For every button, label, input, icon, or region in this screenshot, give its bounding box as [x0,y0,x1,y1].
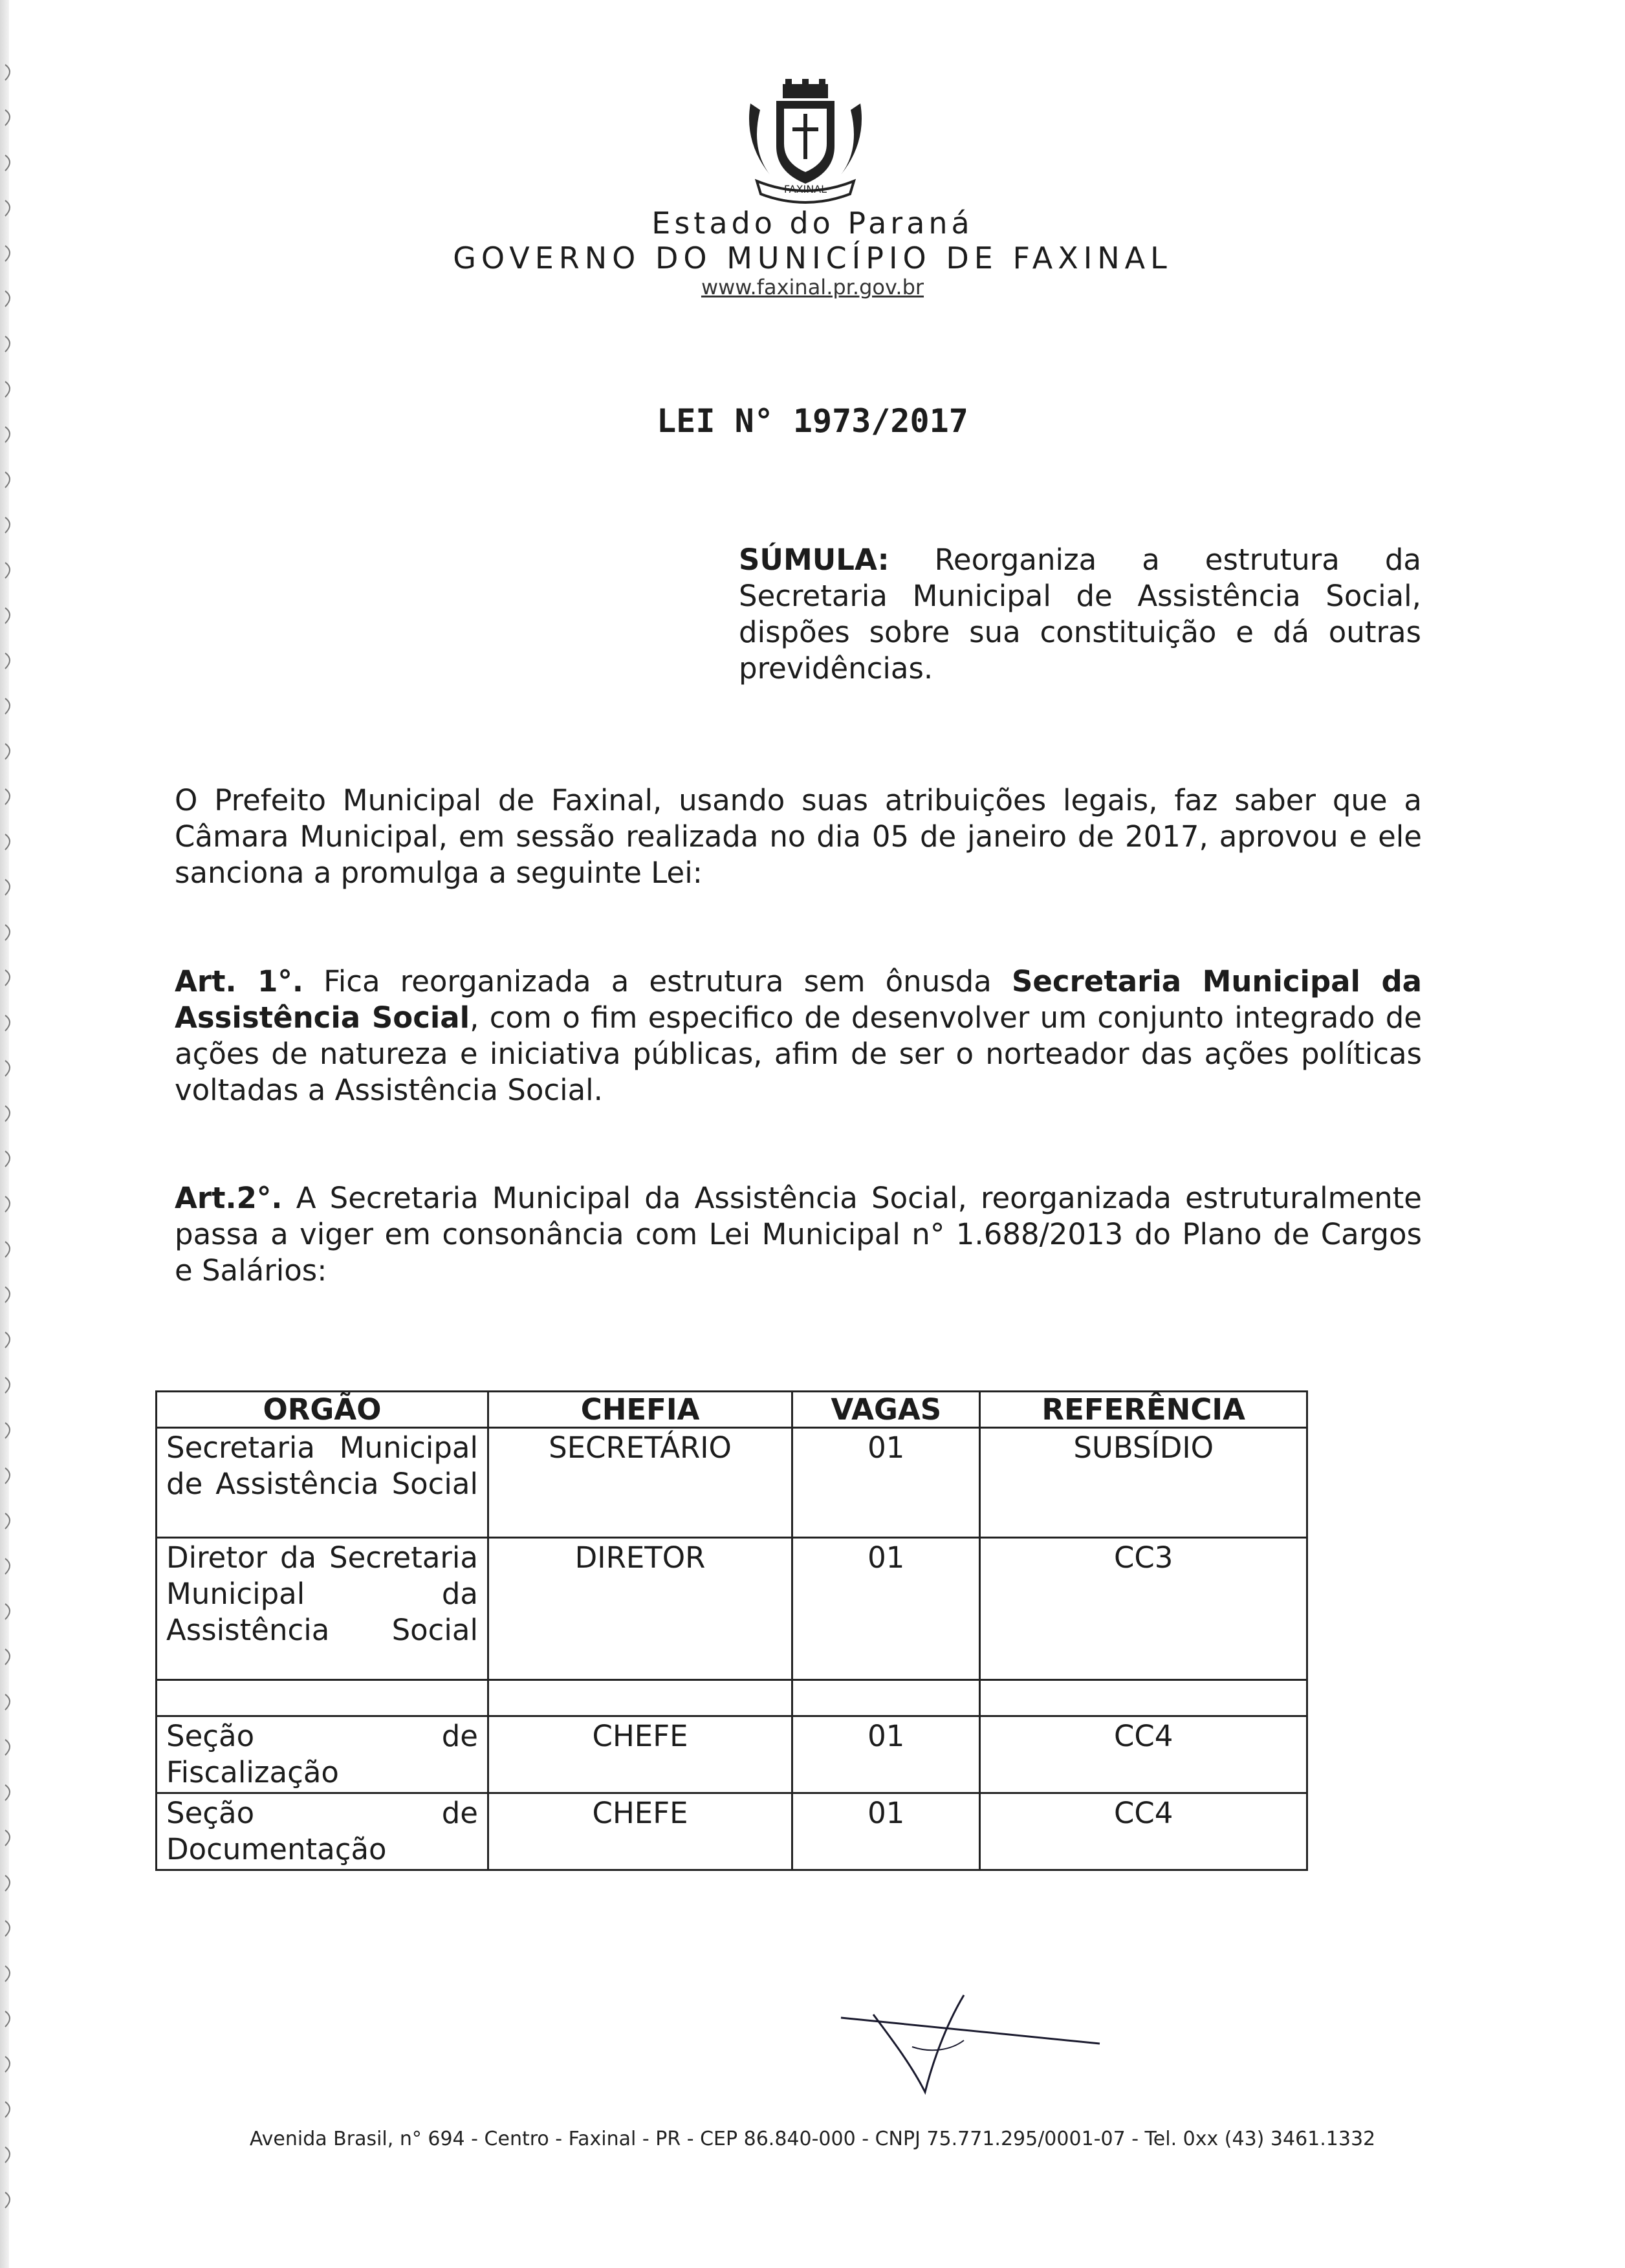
signature-mark [834,1989,1106,2105]
cell-orgao: Diretor da Secretaria Municipal da Assistência Social [157,1538,488,1680]
footer-address: Avenida Brasil, n° 694 - Centro - Faxinal - PR - CEP 86.840-000 - CNPJ 75.771.295/0001-07 - Tel. 0xx (43) 3461.1332 [249,2128,1376,2150]
sumula-block [739,542,1421,687]
law-title: LEI N° 1973/2017 [657,402,968,440]
cell-vagas: 01 [792,1716,980,1793]
cell-vagas: 01 [792,1428,980,1538]
cell-vagas: 01 [792,1538,980,1680]
table-row [157,1680,1307,1716]
cell-orgao: Secretaria Municipal de Assistência Social [157,1428,488,1538]
header-chefia: CHEFIA [488,1392,792,1428]
article-1-text-before: Fica reorganizada a estrutura sem ônusda [323,964,992,999]
cell-chefia [488,1680,792,1716]
intro-paragraph: O Prefeito Municipal de Faxinal, usando suas atribuições legais, faz saber que a Câmara Municipal, em sessão realizada no dia 05 de janeiro de 2017, aprovou e ele sanciona a promulga a seguinte Lei: [175,783,1422,890]
binding-holes [3,39,22,2225]
table-header-row [157,1392,1307,1428]
cell-referencia: CC4 [980,1716,1307,1793]
cell-vagas: 01 [792,1793,980,1870]
header-vagas: VAGAS [792,1392,980,1428]
cell-chefia: CHEFE [488,1716,792,1793]
positions-table [155,1390,1308,1871]
article-1 [175,964,1422,1108]
cell-vagas [792,1680,980,1716]
header-state: Estado do Paraná [651,206,974,241]
cell-chefia: DIRETOR [488,1538,792,1680]
cell-chefia: SECRETÁRIO [488,1428,792,1538]
table-row [157,1428,1307,1538]
cell-orgao [157,1680,488,1716]
header-referencia: REFERÊNCIA [980,1392,1307,1428]
header-website-link[interactable]: www.faxinal.pr.gov.br [701,275,924,299]
sumula-text: Reorganiza a estrutura da Secretaria Municipal de Assistência Social, dispões sobre sua constituição e dá outras previdências. [739,543,1421,686]
header-orgao: ORGÃO [157,1392,488,1428]
table-row [157,1538,1307,1680]
cell-referencia: CC4 [980,1793,1307,1870]
article-2-label: Art.2°. [175,1181,283,1215]
article-2-text: A Secretaria Municipal da Assistência Social, reorganizada estruturalmente passa a viger em consonância com Lei Municipal n° 1.688/2013 do Plano de Cargos e Salários: [175,1181,1422,1288]
article-2 [175,1180,1422,1289]
municipal-crest-icon [737,78,873,207]
article-1-bold: Secretaria Municipal da Assistência Social [175,964,1423,1035]
sumula-label: SÚMULA: [739,543,889,577]
header-government: GOVERNO DO MUNICÍPIO DE FAXINAL [453,241,1172,275]
cell-referencia: SUBSÍDIO [980,1428,1307,1538]
cell-orgao: Seção de Documentação [157,1793,488,1870]
article-1-text-after: , com o fim especifico de desenvolver um conjunto integrado de ações de natureza e iniciativa públicas, afim de ser o norteador das ações políticas voltadas a Assistência Social. [175,1000,1422,1107]
cell-chefia: CHEFE [488,1793,792,1870]
cell-orgao: Seção de Fiscalização [157,1716,488,1793]
cell-referencia: CC3 [980,1538,1307,1680]
cell-referencia [980,1680,1307,1716]
table-row [157,1793,1307,1870]
table-row [157,1716,1307,1793]
crest-banner-text: FAXINAL [783,183,827,195]
article-1-label: Art. 1°. [175,964,304,999]
